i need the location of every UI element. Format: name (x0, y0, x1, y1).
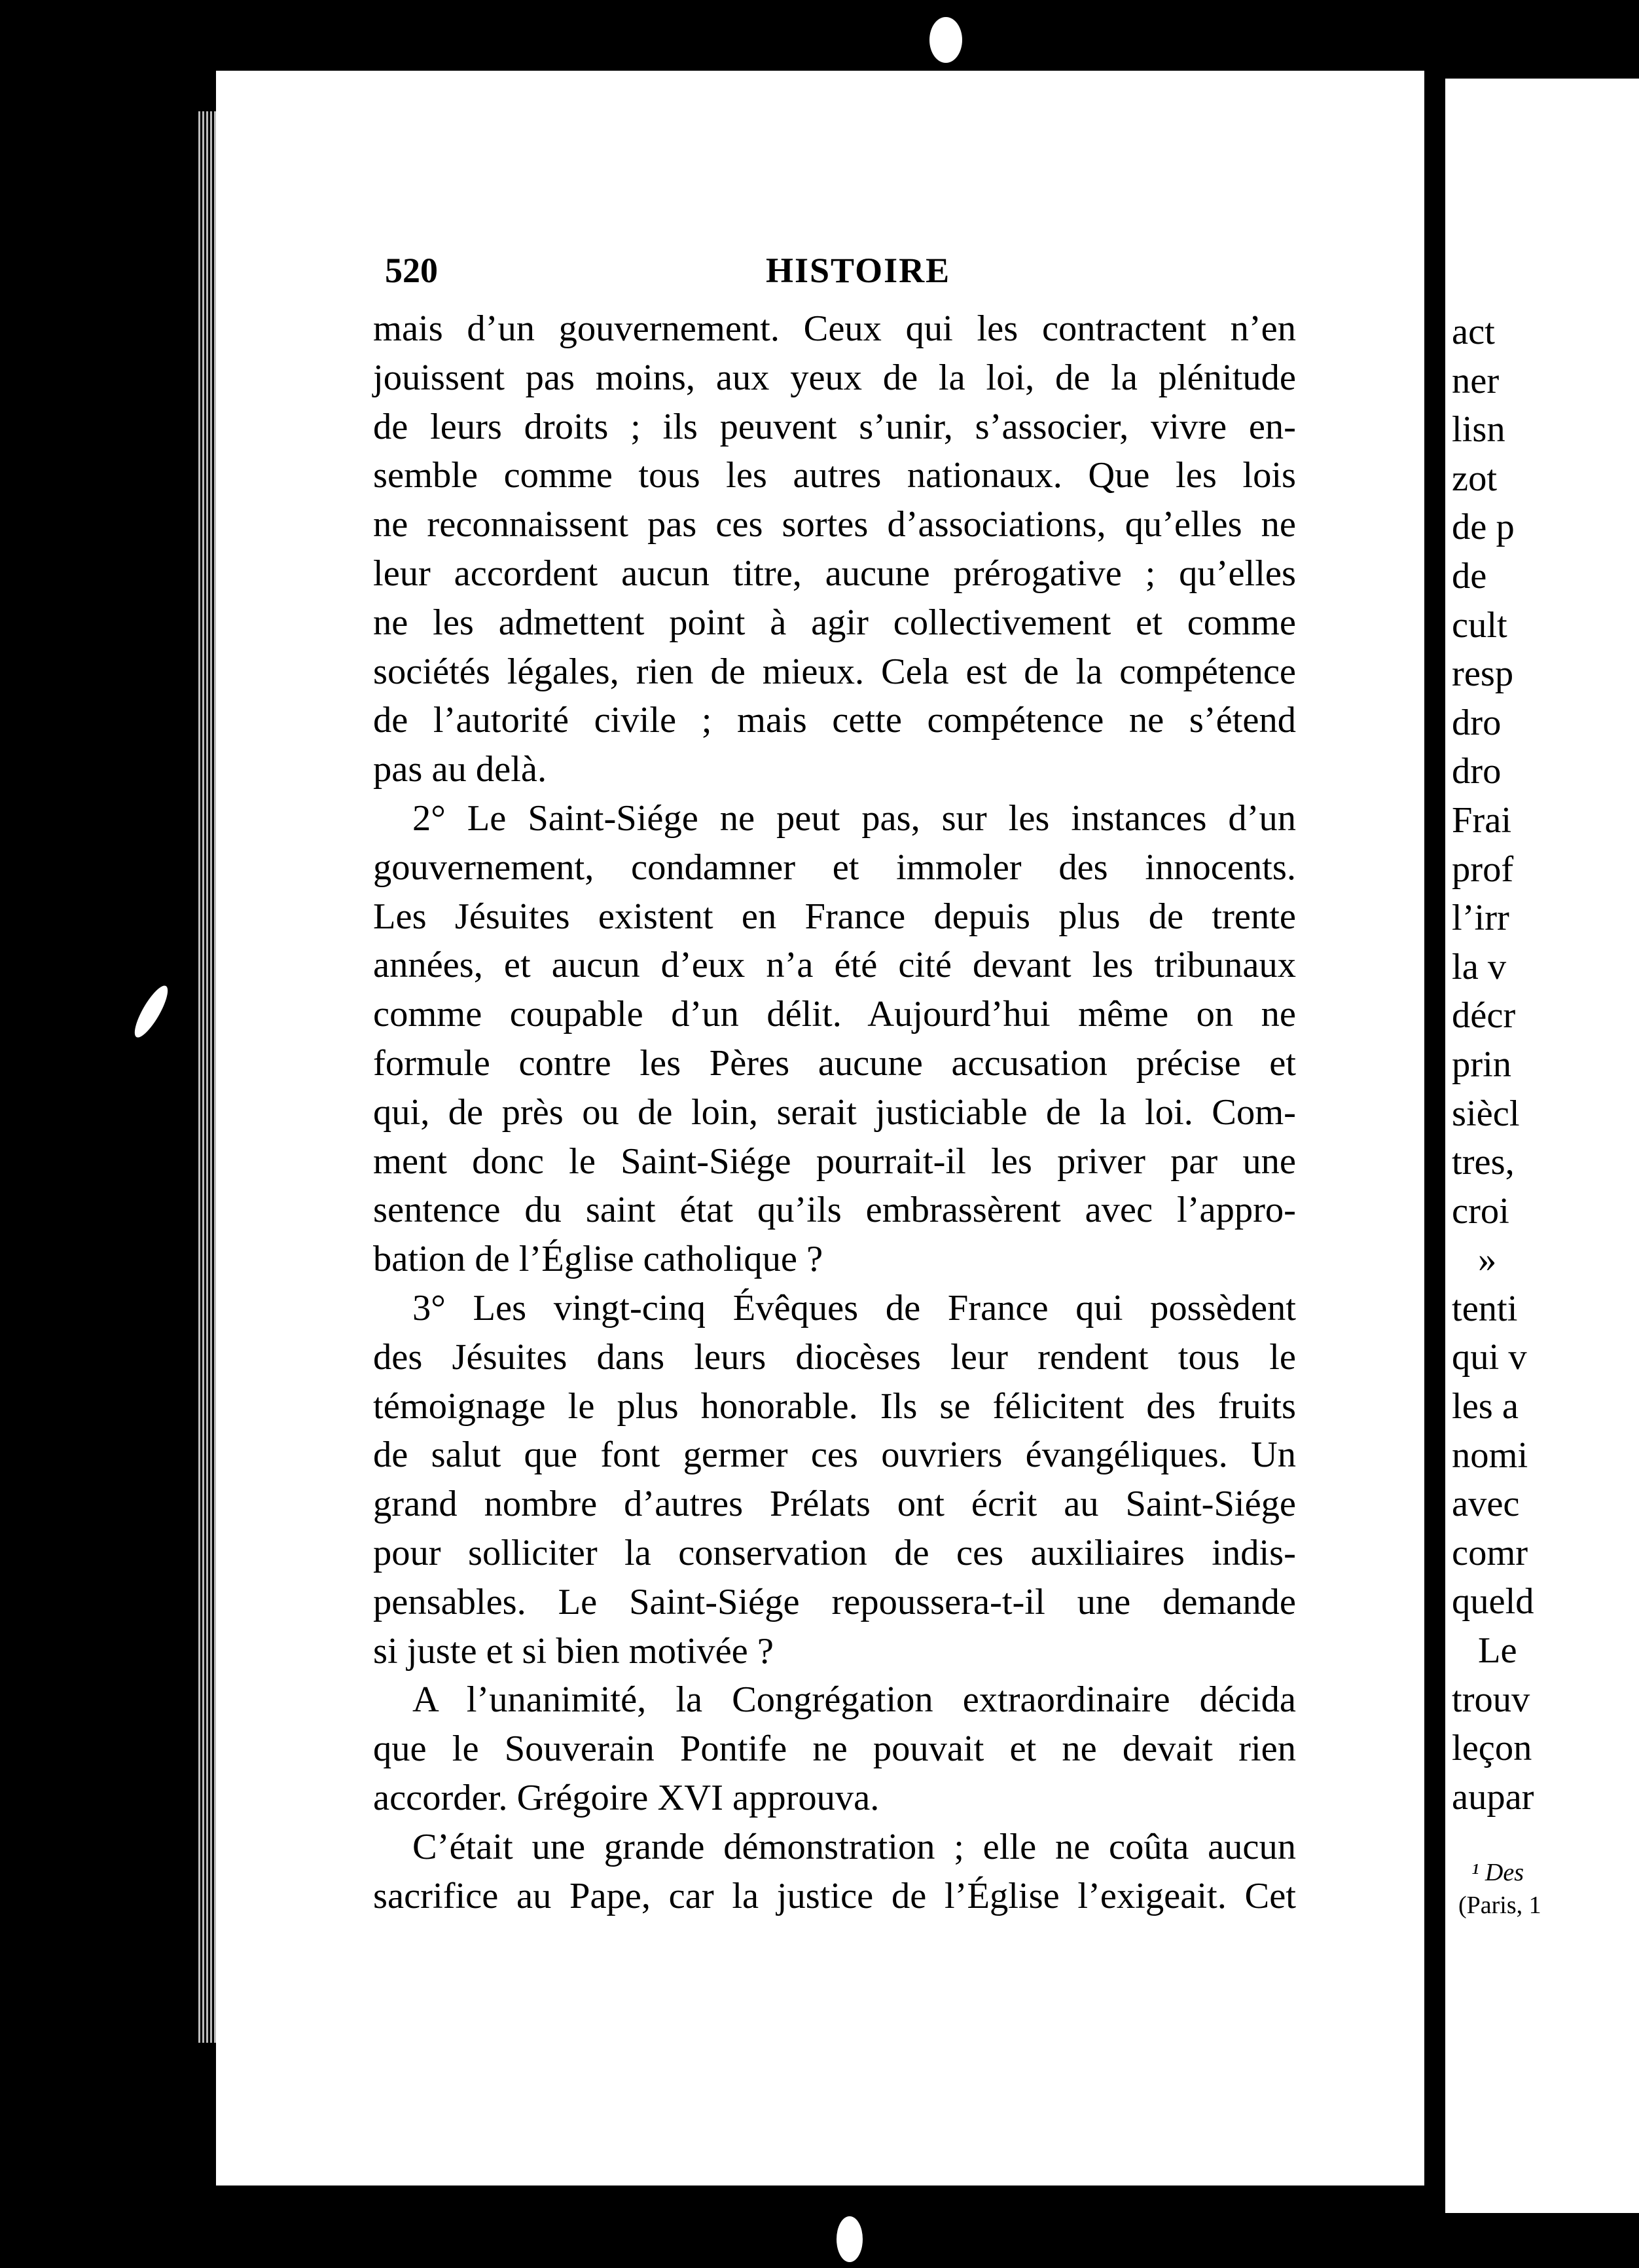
text-line: si juste et si bien motivée ? (373, 1630, 774, 1672)
text-line: leur accordent aucun titre, aucune prérogative ; qu’elles (373, 553, 1296, 594)
scan-speck (837, 2216, 863, 2262)
text-line: qui, de près ou de loin, serait justiciable de la loi. Com- (373, 1091, 1296, 1133)
right-line: tenti (1452, 1288, 1518, 1329)
footnote-line: ¹ Des (1471, 1859, 1524, 1886)
text-line: ment donc le Saint-Siége pourrait-il les priver par une (373, 1141, 1296, 1182)
text-line: années, et aucun d’eux n’a été cité devant les tribunaux (373, 945, 1296, 986)
text-line: ne les admettent point à agir collectivement et comme (373, 602, 1296, 643)
text-line: de salut que font germer ces ouvriers évangéliques. Un (373, 1435, 1296, 1476)
text-line: sociétés légales, rien de mieux. Cela est de la compétence (373, 651, 1296, 692)
text-line: A l’unanimité, la Congrégation extraordinaire décida (412, 1679, 1296, 1721)
right-line: prof (1452, 849, 1514, 890)
text-line: C’était une grande démonstration ; elle ne coûta aucun (412, 1826, 1296, 1867)
text-line: ne reconnaissent pas ces sortes d’associations, qu’elles ne (373, 504, 1296, 545)
footnote-line: (Paris, 1 (1458, 1892, 1541, 1919)
right-line: de p (1452, 507, 1515, 548)
text-line: que le Souverain Pontife ne pouvait et ne devait rien (373, 1728, 1296, 1770)
text-line: pensables. Le Saint-Siége repoussera-t-il une demande (373, 1581, 1296, 1622)
text-line: jouissent pas moins, aux yeux de la loi, de la plénitude (373, 357, 1296, 398)
page-number: 520 (385, 251, 438, 290)
text-line: gouvernement, condamner et immoler des innocents. (373, 847, 1296, 888)
right-line: leçon (1452, 1728, 1532, 1769)
text-line: pour solliciter la conservation de ces auxiliaires indis- (373, 1532, 1296, 1573)
text-line: de leurs droits ; ils peuvent s’unir, s’associer, vivre en- (373, 406, 1296, 447)
right-line: décr (1452, 995, 1516, 1036)
text-line: comme coupable d’un délit. Aujourd’hui même on ne (373, 994, 1296, 1035)
right-line: trouv (1452, 1679, 1530, 1720)
right-line: avec (1452, 1484, 1520, 1525)
right-line: Le (1478, 1630, 1517, 1672)
right-page-footnotes (1458, 1856, 1639, 1922)
right-line: nomi (1452, 1435, 1528, 1476)
text-line: accorder. Grégoire XVI approuva. (373, 1777, 880, 1818)
right-line: croi (1452, 1190, 1509, 1232)
right-line: queld (1452, 1581, 1534, 1622)
right-line: ner (1452, 360, 1500, 401)
right-line: les a (1452, 1386, 1519, 1427)
text-line: bation de l’Église catholique ? (373, 1239, 823, 1280)
page-header (385, 250, 1301, 296)
right-line: cult (1452, 604, 1507, 646)
right-line: act (1452, 312, 1495, 352)
right-line: l’irr (1452, 898, 1509, 939)
right-line: qui v (1452, 1337, 1527, 1378)
right-page-text (1452, 308, 1639, 1821)
right-line: dro (1452, 751, 1502, 792)
text-line: 3° Les vingt-cinq Évêques de France qui possèdent (412, 1287, 1296, 1328)
right-line: comr (1452, 1532, 1528, 1573)
text-line: formule contre les Pères aucune accusation précise et (373, 1042, 1296, 1084)
right-line: zot (1452, 458, 1498, 499)
body-text (373, 304, 1296, 1920)
right-line: tres, (1452, 1142, 1515, 1183)
text-line: de l’autorité civile ; mais cette compétence ne s’étend (373, 700, 1296, 741)
text-line: témoignage le plus honorable. Ils se félicitent des fruits (373, 1385, 1296, 1427)
right-line: dro (1452, 702, 1502, 743)
text-line: 2° Le Saint-Siége ne peut pas, sur les instances d’un (412, 797, 1296, 839)
text-line: des Jésuites dans leurs diocèses leur rendent tous le (373, 1336, 1296, 1378)
right-line: aupar (1452, 1776, 1534, 1818)
text-line: mais d’un gouvernement. Ceux qui les contractent n’en (373, 308, 1296, 349)
right-line: de (1452, 555, 1487, 596)
right-line: » (1478, 1239, 1497, 1281)
right-line: resp (1452, 653, 1514, 695)
text-line: sacrifice au Pape, car la justice de l’Église l’exigeait. Cet (373, 1875, 1296, 1916)
running-title: HISTOIRE (766, 251, 951, 290)
text-line: semble comme tous les autres nationaux. Que les lois (373, 455, 1296, 496)
right-line: la v (1452, 946, 1507, 987)
right-line: Frai (1452, 799, 1512, 841)
text-line: sentence du saint état qu’ils embrassèrent avec l’appro- (373, 1190, 1296, 1231)
text-line: pas au delà. (373, 749, 547, 790)
scan-speck (129, 982, 173, 1042)
scan-speck (929, 17, 962, 63)
text-line: Les Jésuites existent en France depuis plus de trente (373, 896, 1296, 937)
right-line: siècl (1452, 1093, 1520, 1134)
text-line: grand nombre d’autres Prélats ont écrit au Saint-Siége (373, 1484, 1296, 1525)
right-line: lisn (1452, 409, 1505, 450)
right-line: prin (1452, 1044, 1512, 1085)
